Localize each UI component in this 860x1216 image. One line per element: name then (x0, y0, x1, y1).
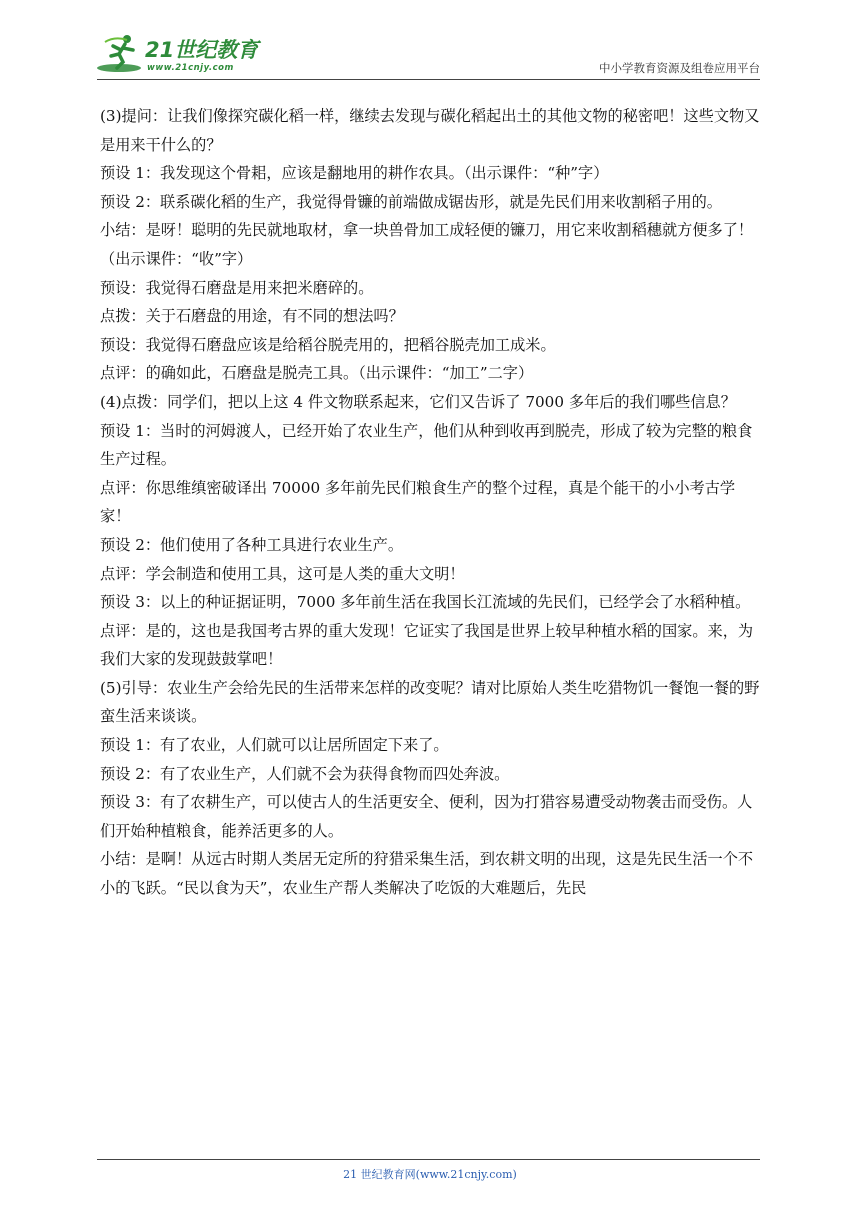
paragraph: 预设：我觉得石磨盘是用来把米磨碎的。 (100, 278, 374, 297)
paragraph: 小结：是呀！聪明的先民就地取材，拿一块兽骨加工成轻便的镰刀，用它来收割稻穗就方便多了！ （出示课件：“收”字） (100, 221, 754, 268)
paragraph: 预设 2：他们使用了各种工具进行农业生产。 (100, 535, 404, 554)
paragraph: 点评：学会制造和使用工具，这可是人类的重大文明！ (100, 564, 465, 583)
logo-url: www.21cnjy.com (147, 63, 234, 73)
document-body (100, 102, 763, 903)
paragraph: 预设 1：当时的河姆渡人，已经开始了农业生产，他们从种到收再到脱壳，形成了较为完整的粮食生产过程。 (100, 421, 753, 469)
paragraph: (5)引导：农业生产会给先民的生活带来怎样的改变呢？请对比原始人类生吃猎物饥一餐饱一餐的野蛮生活来谈谈。 (100, 678, 760, 726)
paragraph: 预设 1：我发现这个骨耜，应该是翻地用的耕作农具。（出示课件：“种”字） (100, 164, 609, 183)
running-figure-icon (97, 32, 147, 76)
paragraph: 预设 2：有了农业生产，人们就不会为获得食物而四处奔波。 (100, 764, 510, 783)
paragraph: 预设 2：联系碳化稻的生产，我觉得骨镰的前端做成锯齿形，就是先民们用来收割稻子用的。 (100, 192, 722, 211)
paragraph: 预设：我觉得石磨盘应该是给稻谷脱壳用的，把稻谷脱壳加工成米。 (100, 335, 556, 354)
paragraph: 预设 3：有了农耕生产，可以使古人的生活更安全、便利，因为打猎容易遭受动物袭击而受伤。人们开始种植粮食，能养活更多的人。 (100, 793, 753, 840)
paragraph: 预设 1：有了农业，人们就可以让居所固定下来了。 (100, 736, 449, 755)
paragraph: 预设 3：以上的种证据证明，7000 多年前生活在我国长江流域的先民们，已经学会了水稻种植。 (100, 593, 751, 612)
page-header (97, 30, 760, 80)
logo-wordmark: 21世纪教育 (145, 38, 259, 62)
footer-divider (97, 1159, 760, 1160)
paragraph: 点评：的确如此，石磨盘是脱壳工具。（出示课件：“加工”二字） (100, 364, 534, 383)
platform-name: 中小学教育资源及组卷应用平台 (599, 61, 760, 75)
site-logo (97, 30, 272, 78)
paragraph: 点评：是的，这也是我国考古界的重大发现！它证实了我国是世界上较早种植水稻的国家。来，为我们大家的发现鼓鼓掌吧！ (100, 621, 754, 669)
paragraph: 点拨：关于石磨盘的用途，有不同的想法吗？ (100, 307, 404, 326)
paragraph: (3)提问：让我们像探究碳化稻一样，继续去发现与碳化稻起出土的其他文物的秘密吧！这些文物又是用来干什么的？ (100, 107, 760, 154)
header-divider (97, 79, 760, 80)
paragraph: 点评：你思维缜密破译出 70000 多年前先民们粮食生产的整个过程，真是个能干的小小考古学家！ (100, 478, 736, 526)
page-footer: 21 世纪教育网(www.21cnjy.com) (343, 1168, 517, 1181)
paragraph: 小结：是啊！从远古时期人类居无定所的狩猎采集生活，到农耕文明的出现，这是先民生活一个不小的飞跃。“民以食为天”，农业生产帮人类解决了吃饭的大难题后，先民 (100, 850, 754, 898)
paragraph: (4)点拨：同学们，把以上这 4 件文物联系起来，它们又告诉了 7000 多年后的我们哪些信息？ (100, 392, 736, 411)
